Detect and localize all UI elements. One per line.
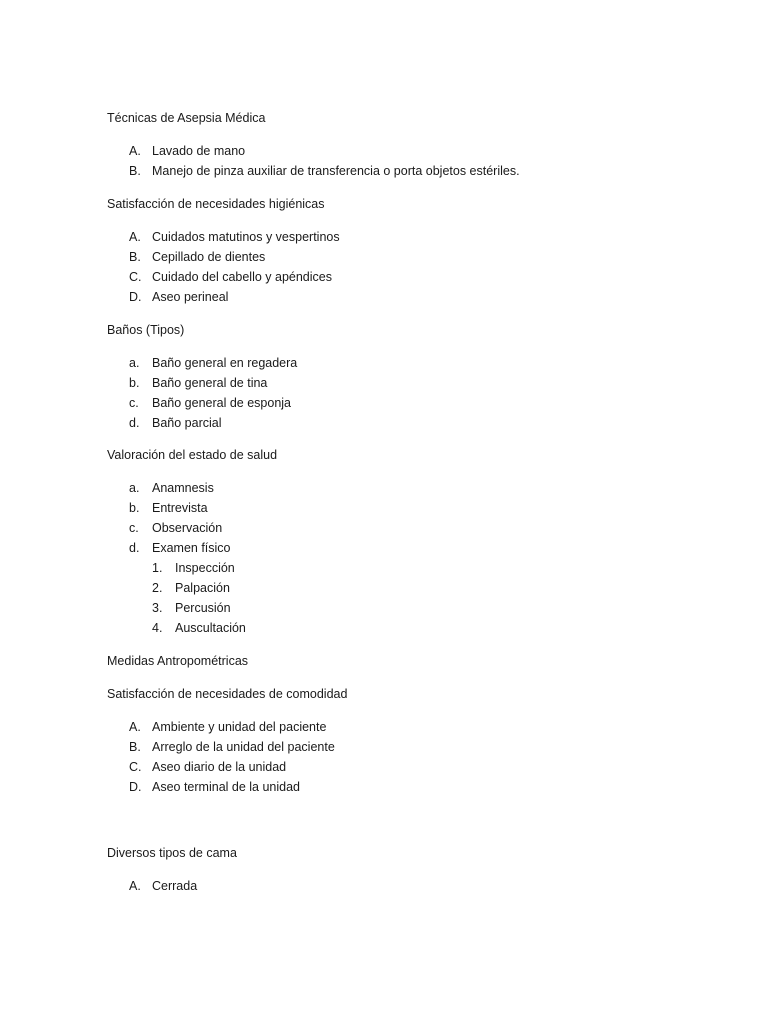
list-marker: A.	[129, 879, 141, 893]
list-marker: B.	[129, 250, 141, 264]
list-item-text: Aseo perineal	[152, 290, 229, 304]
list-item-text: Entrevista	[152, 501, 208, 515]
list-item-text: Anamnesis	[152, 481, 214, 495]
list-item-text: Cuidados matutinos y vespertinos	[152, 230, 340, 244]
section-heading-antropometricas: Medidas Antropométricas	[107, 654, 249, 668]
sub-list-item-text: Palpación	[175, 581, 230, 595]
section-heading-comodidad: Satisfacción de necesidades de comodidad	[107, 687, 348, 701]
sub-list-marker: 1.	[152, 561, 163, 575]
list-marker: A.	[129, 720, 141, 734]
list-item-text: Arreglo de la unidad del paciente	[152, 740, 335, 754]
list-marker: A.	[129, 144, 141, 158]
sub-list-item-text: Inspección	[175, 561, 235, 575]
list-marker: c.	[129, 521, 139, 535]
list-item-text: Cepillado de dientes	[152, 250, 266, 264]
sub-list-marker: 3.	[152, 601, 163, 615]
list-marker: D.	[129, 780, 142, 794]
list-marker: D.	[129, 290, 142, 304]
list-marker: B.	[129, 740, 141, 754]
list-item-text: Lavado de mano	[152, 144, 246, 158]
list-item-text: Aseo terminal de la unidad	[152, 780, 301, 794]
list-item-text: Cuidado del cabello y apéndices	[152, 270, 332, 284]
list-marker: d.	[129, 541, 140, 555]
list-item-text: Baño general de tina	[152, 376, 268, 390]
sub-list-marker: 2.	[152, 581, 163, 595]
list-marker: B.	[129, 164, 141, 178]
list-item-text: Ambiente y unidad del paciente	[152, 720, 327, 734]
section-heading-banos: Baños (Tipos)	[107, 323, 185, 337]
sub-list-marker: 4.	[152, 621, 163, 635]
list-marker: c.	[129, 396, 139, 410]
list-marker: a.	[129, 481, 140, 495]
section-heading-higienicas: Satisfacción de necesidades higiénicas	[107, 197, 325, 211]
list-item-text: Baño parcial	[152, 416, 222, 430]
list-marker: C.	[129, 760, 142, 774]
list-marker: d.	[129, 416, 140, 430]
list-item-text: Observación	[152, 521, 223, 535]
list-item-text: Baño general de esponja	[152, 396, 292, 410]
list-marker: b.	[129, 376, 140, 390]
list-marker: a.	[129, 356, 140, 370]
list-item-text: Aseo diario de la unidad	[152, 760, 287, 774]
section-heading-tipos-cama: Diversos tipos de cama	[107, 846, 237, 860]
list-marker: C.	[129, 270, 142, 284]
section-heading-asepsia: Técnicas de Asepsia Médica	[107, 111, 266, 125]
list-item-text: Cerrada	[152, 879, 198, 893]
sub-list-item-text: Auscultación	[175, 621, 246, 635]
list-item-text: Examen físico	[152, 541, 231, 555]
list-item-text: Manejo de pinza auxiliar de transferencia o porta objetos estériles.	[152, 164, 520, 178]
sub-list-item-text: Percusión	[175, 601, 231, 615]
list-marker: A.	[129, 230, 141, 244]
list-item-text: Baño general en regadera	[152, 356, 298, 370]
section-heading-valoracion: Valoración del estado de salud	[107, 448, 278, 462]
list-marker: b.	[129, 501, 140, 515]
